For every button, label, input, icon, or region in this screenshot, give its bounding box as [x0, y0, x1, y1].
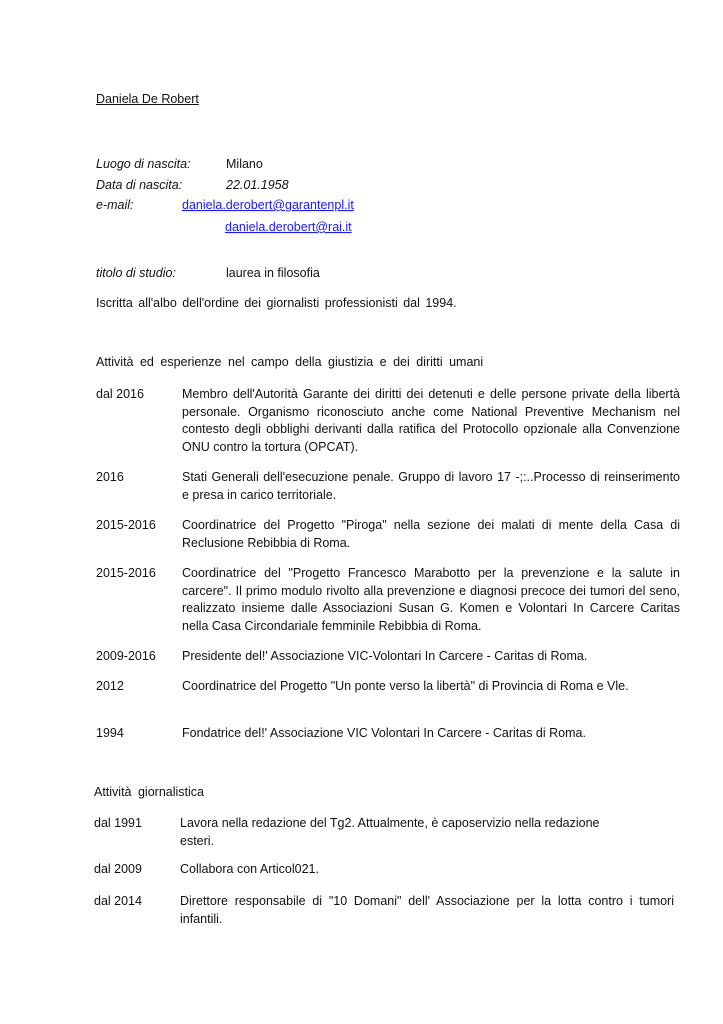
- entry-date: dal 1991: [94, 816, 142, 830]
- entry-text: Coordinatrice del Progetto "Un ponte verso la libertà" di Provincia di Roma e Vle.: [182, 679, 629, 693]
- registration: Iscritta all'albo dell'ordine dei giornalisti professionisti dal 1994.: [96, 296, 457, 310]
- email-link-2[interactable]: daniela.derobert@rai.it: [225, 220, 352, 234]
- entry-text: Direttore responsabile di "10 Domani" dell' Associazione per la lotta contro i tumori infantili.: [180, 894, 674, 926]
- entry-text: Lavora nella redazione del Tg2. Attualmente, è caposervizio nella redazione esteri.: [180, 816, 600, 848]
- entry-date: dal 2014: [94, 894, 142, 908]
- entry-date: dal 2016: [96, 387, 144, 401]
- birthdate-label: Data di nascita:: [96, 178, 183, 192]
- entry-date: 2016: [96, 470, 124, 484]
- entry-date: 1994: [96, 726, 124, 740]
- entry-text: Coordinatrice del Progetto "Piroga" nella sezione dei malati di mente della Casa di Reclusione Rebibbia di Roma.: [182, 518, 680, 550]
- entry-text: Stati Generali dell'esecuzione penale. Gruppo di lavoro 17 -;:..Processo di reinserimento e presa in carico territoriale.: [182, 470, 680, 502]
- entry-text: Coordinatrice del "Progetto Francesco Marabotto per la prevenzione e la salute in carcere". Il primo modulo rivolto alla prevenzione e diagnosi precoce dei tumori del seno, realizzato insieme dalle Associazioni Susan G. Komen e Volontari In Carcere Caritas nella Casa Circondariale femminile Rebibbia di Roma.: [182, 566, 680, 633]
- entry-date: 2015-2016: [96, 518, 156, 532]
- birthplace-label: Luogo di nascita:: [96, 157, 191, 171]
- email-link-1[interactable]: daniela.derobert@garantenpl.it: [182, 198, 354, 212]
- entry-date: 2015-2016: [96, 566, 156, 580]
- entry-date: 2009-2016: [96, 649, 156, 663]
- birthplace: Milano: [226, 157, 263, 171]
- study-label: titolo di studio:: [96, 266, 176, 280]
- section-title-justice: Attività ed esperienze nel campo della giustizia e dei diritti umani: [96, 355, 484, 369]
- entry-text: Collabora con Articol021.: [180, 862, 319, 876]
- section-title-journalism: Attività giornalistica: [94, 785, 204, 799]
- email-label: e-mail:: [96, 198, 134, 212]
- entry-date: 2012: [96, 679, 124, 693]
- study: laurea in filosofia: [226, 266, 320, 280]
- birthdate: 22.01.1958: [226, 178, 289, 192]
- entry-date: dal 2009: [94, 862, 142, 876]
- entry-text: Fondatrice del!' Associazione VIC Volontari In Carcere - Caritas di Roma.: [182, 726, 586, 740]
- entry-text: Presidente del!' Associazione VIC-Volontari In Carcere - Caritas di Roma.: [182, 649, 588, 663]
- entry-text: Membro dell'Autorità Garante dei diritti dei detenuti e delle persone private della libertà personale. Organismo riconosciuto anche come National Preventive Mechanism nel contesto degli obblighi derivanti dalla ratifica del Protocollo opzionale alla Convenzione ONU contro la tortura (OPCAT).: [182, 387, 680, 454]
- person-name: Daniela De Robert: [96, 92, 199, 106]
